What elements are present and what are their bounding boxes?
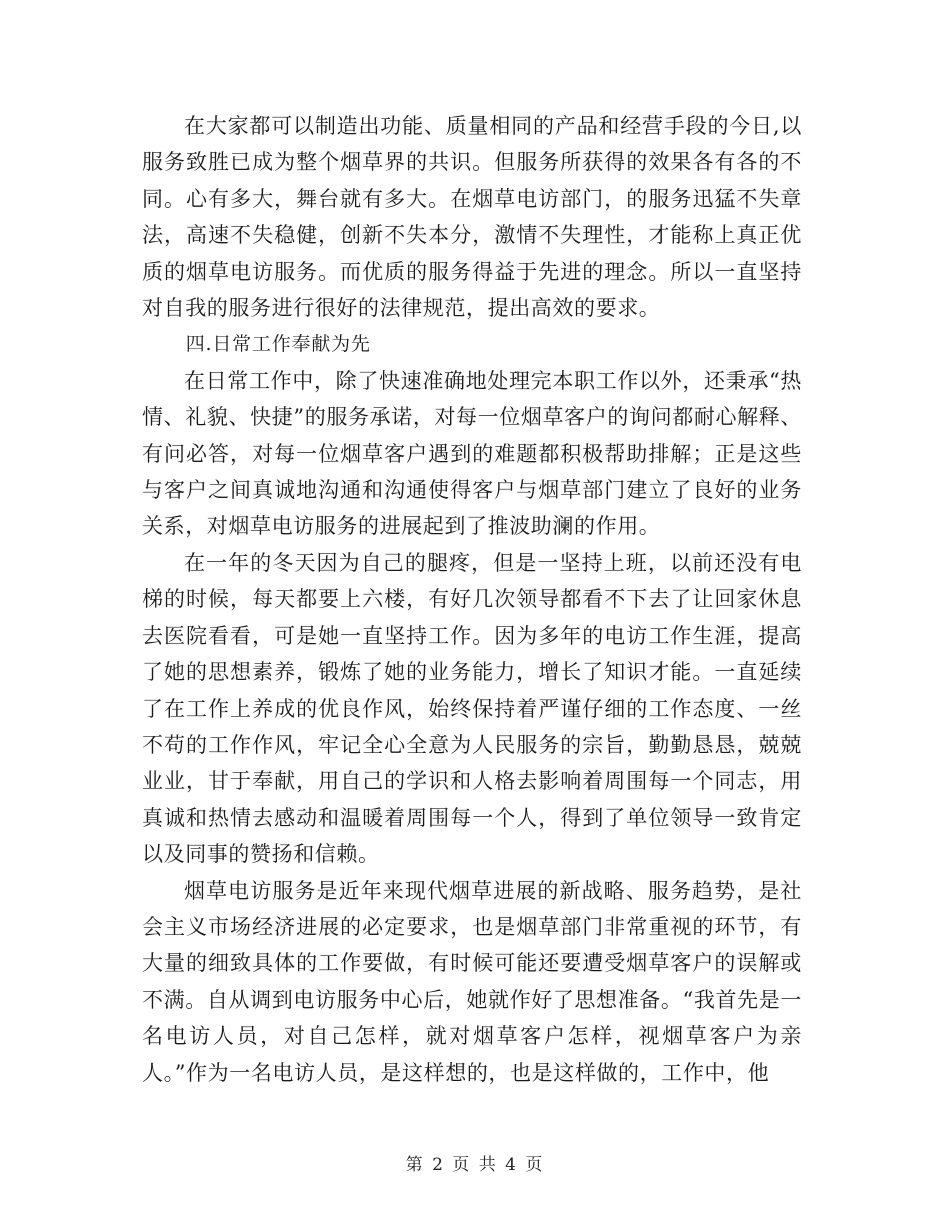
section-heading: 四.日常工作奉献为先: [185, 333, 371, 356]
paragraph-daily-work: 在日常工作中，除了快速准确地处理完本职工作以外，还秉承“热情、礼貌、快捷”的服务承诺，对每一位烟草客户的询问都耐心解释、有问必答，对每一位烟草客户遇到的难题都积极帮助排解；正是这些与客户之间真诚地沟通和沟通使得客户与烟草部门建立了良好的业务关系，对烟草电访服务的进展起到了推波助澜的作用。: [142, 368, 802, 539]
paragraph-service-philosophy: 在大家都可以制造出功能、质量相同的产品和经营手段的今日,以服务致胜已成为整个烟草界的共识。但服务所获得的效果各有各的不同。心有多大，舞台就有多大。在烟草电访部门，的服务迅猛不失章法，高速不失稳健，创新不失本分，激情不失理性，才能称上真正优质的烟草电访服务。而优质的服务得益于先进的理念。所以一直坚持对自我的服务进行很好的法律规范，提出高效的要求。: [142, 114, 802, 321]
document-body: [142, 108, 802, 1091]
paragraph-telephone-service: 烟草电访服务是近年来现代烟草进展的新战略、服务趋势，是社会主义市场经济进展的必定要求，也是烟草部门非常重视的环节，有大量的细致具体的工作要做，有时候可能还要遭受烟草客户的误解或不满。自从调到电访服务中心后，她就作好了思想准备。“我首先是一名电访人员，对自己怎样，就对烟草客户怎样，视烟草客户为亲人。”作为一名电访人员，是这样想的，也是这样做的，工作中，他: [142, 878, 802, 1085]
page-number-footer: 第 2 页 共 4 页: [405, 1155, 545, 1175]
paragraph-dedication: 在一年的冬天因为自己的腿疼，但是一坚持上班，以前还没有电梯的时候，每天都要上六楼，有好几次领导都看不下去了让回家休息去医院看看，可是她一直坚持工作。因为多年的电访工作生涯，提高了她的思想素养，锻炼了她的业务能力，增长了知识才能。一直延续了在工作上养成的优良作风，始终保持着严谨仔细的工作态度、一丝不苟的工作作风，牢记全心全意为人民服务的宗旨，勤勤恳恳，兢兢业业，甘于奉献，用自己的学识和人格去影响着周围每一个同志，用真诚和热情去感动和温暖着周围每一个人，得到了单位领导一致肯定以及同事的赞扬和信赖。: [142, 550, 802, 867]
